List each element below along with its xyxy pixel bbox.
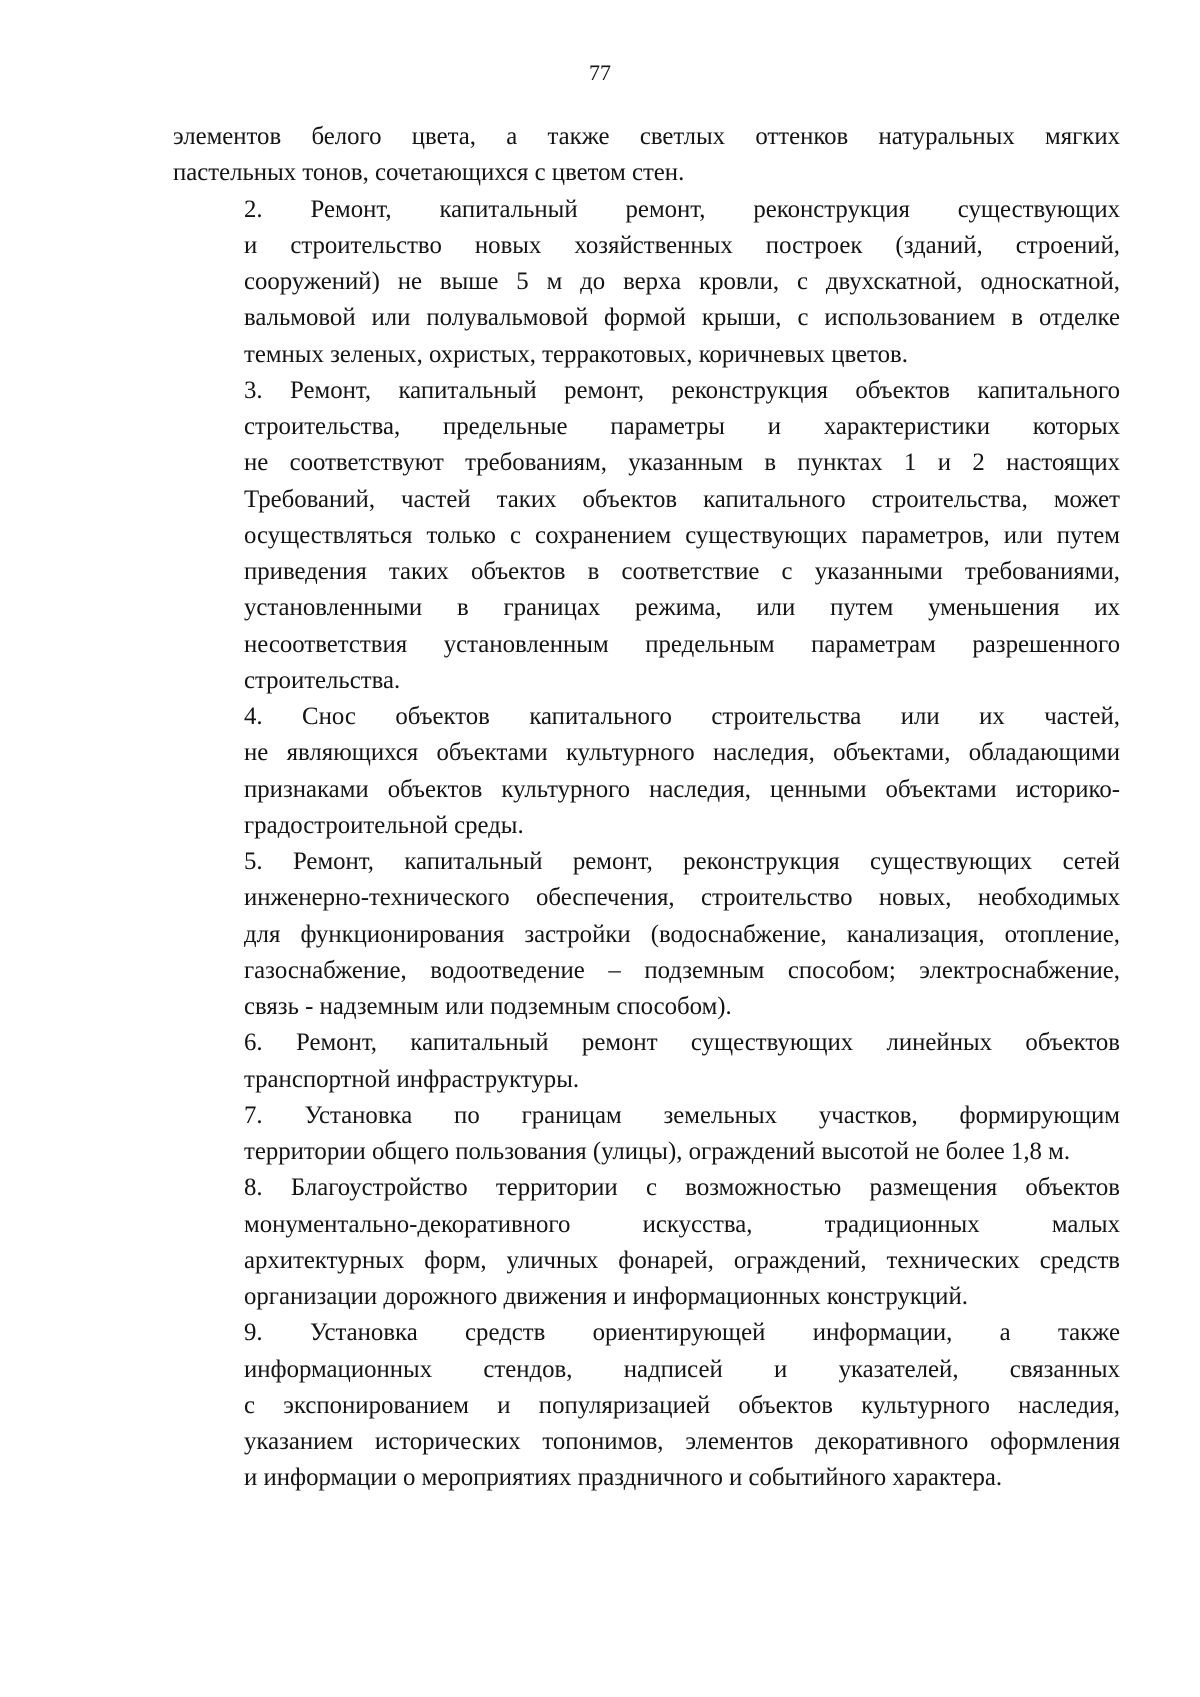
text-line: 5. Ремонт, капитальный ремонт, реконструкция существующих сетей (244, 848, 1120, 875)
text-line: 6. Ремонт, капитальный ремонт существующих линейных объектов (244, 1029, 1120, 1057)
paragraph-item-8 (173, 1170, 1120, 1315)
text-line: связь - надземным или подземным способом). (244, 993, 732, 1020)
paragraph-item-4 (173, 699, 1120, 844)
text-line: и информации о мероприятиях праздничного и событийного характера. (244, 1464, 1003, 1492)
text-line: не соответствуют требованиям, указанным в пунктах 1 и 2 настоящих (244, 449, 1120, 477)
text-line: указанием исторических топонимов, элементов декоративного оформления (244, 1428, 1120, 1455)
document-body (173, 119, 1120, 1497)
paragraph-item-6 (173, 1025, 1120, 1098)
text-line: установленными в границах режима, или путем уменьшения их (244, 594, 1120, 622)
paragraph-item-9 (173, 1315, 1120, 1496)
text-line: градостроительной среды. (244, 811, 524, 839)
text-line: Требований, частей таких объектов капитального строительства, может (244, 485, 1120, 513)
text-line: организации дорожного движения и информационных конструкций. (244, 1283, 968, 1310)
text-line: темных зеленых, охристых, терракотовых, коричневых цветов. (244, 340, 908, 368)
text-line: вальмовой или полувальмовой формой крыши, с использованием в отделке (244, 304, 1120, 332)
text-line: 9. Установка средств ориентирующей информации, а также (244, 1319, 1120, 1347)
text-line: транспортной инфраструктуры. (244, 1065, 580, 1093)
text-line: 4. Снос объектов капитального строительства или их частей, (244, 703, 1120, 730)
text-line: 3. Ремонт, капитальный ремонт, реконструкция объектов капитального (244, 376, 1120, 404)
text-line: 7. Установка по границам земельных участков, формирующим (244, 1101, 1120, 1129)
paragraph-item-2 (173, 192, 1120, 373)
text-line: территории общего пользования (улицы), ограждений высотой не более 1,8 м. (244, 1138, 1071, 1165)
text-line: 2. Ремонт, капитальный ремонт, реконструкция существующих (244, 195, 1120, 223)
text-line: информационных стендов, надписей и указателей, связанных (244, 1355, 1120, 1383)
text-line: осуществляться только с сохранением существующих параметров, или путем (244, 521, 1120, 549)
text-line: строительства. (244, 666, 401, 694)
text-line: и строительство новых хозяйственных построек (зданий, строений, (244, 231, 1120, 259)
text-line: газоснабжение, водоотведение – подземным способом; электроснабжение, (244, 956, 1120, 984)
paragraph-item-7 (173, 1098, 1120, 1171)
text-line: признаками объектов культурного наследия, ценными объектами историко- (244, 775, 1120, 803)
text-line: несоответствия установленным предельным параметрам разрешенного (244, 630, 1120, 658)
text-line: пастельных тонов, сочетающихся с цветом стен. (173, 159, 685, 187)
text-line: с экспонированием и популяризацией объектов культурного наследия, (244, 1391, 1120, 1419)
paragraph-item-5 (173, 844, 1120, 1025)
paragraph-item-3 (173, 373, 1120, 699)
text-line: монументально-декоративного искусства, традиционных малых (244, 1210, 1120, 1238)
paragraph-continued (173, 119, 1120, 192)
text-line: инженерно-технического обеспечения, строительство новых, необходимых (244, 884, 1120, 912)
text-line: элементов белого цвета, а также светлых оттенков натуральных мягких (173, 123, 1120, 150)
text-line: архитектурных форм, уличных фонарей, ограждений, технических средств (244, 1246, 1120, 1274)
page-number: 77 (589, 60, 611, 85)
text-line: для функционирования застройки (водоснабжение, канализация, отопление, (244, 920, 1120, 948)
text-line: строительства, предельные параметры и характеристики которых (244, 413, 1120, 440)
text-line: не являющихся объектами культурного наследия, объектами, обладающими (244, 739, 1120, 767)
text-line: приведения таких объектов в соответствие с указанными требованиями, (244, 558, 1120, 585)
text-line: сооружений) не выше 5 м до верха кровли, с двухскатной, односкатной, (244, 268, 1120, 295)
text-line: 8. Благоустройство территории с возможностью размещения объектов (244, 1174, 1120, 1202)
